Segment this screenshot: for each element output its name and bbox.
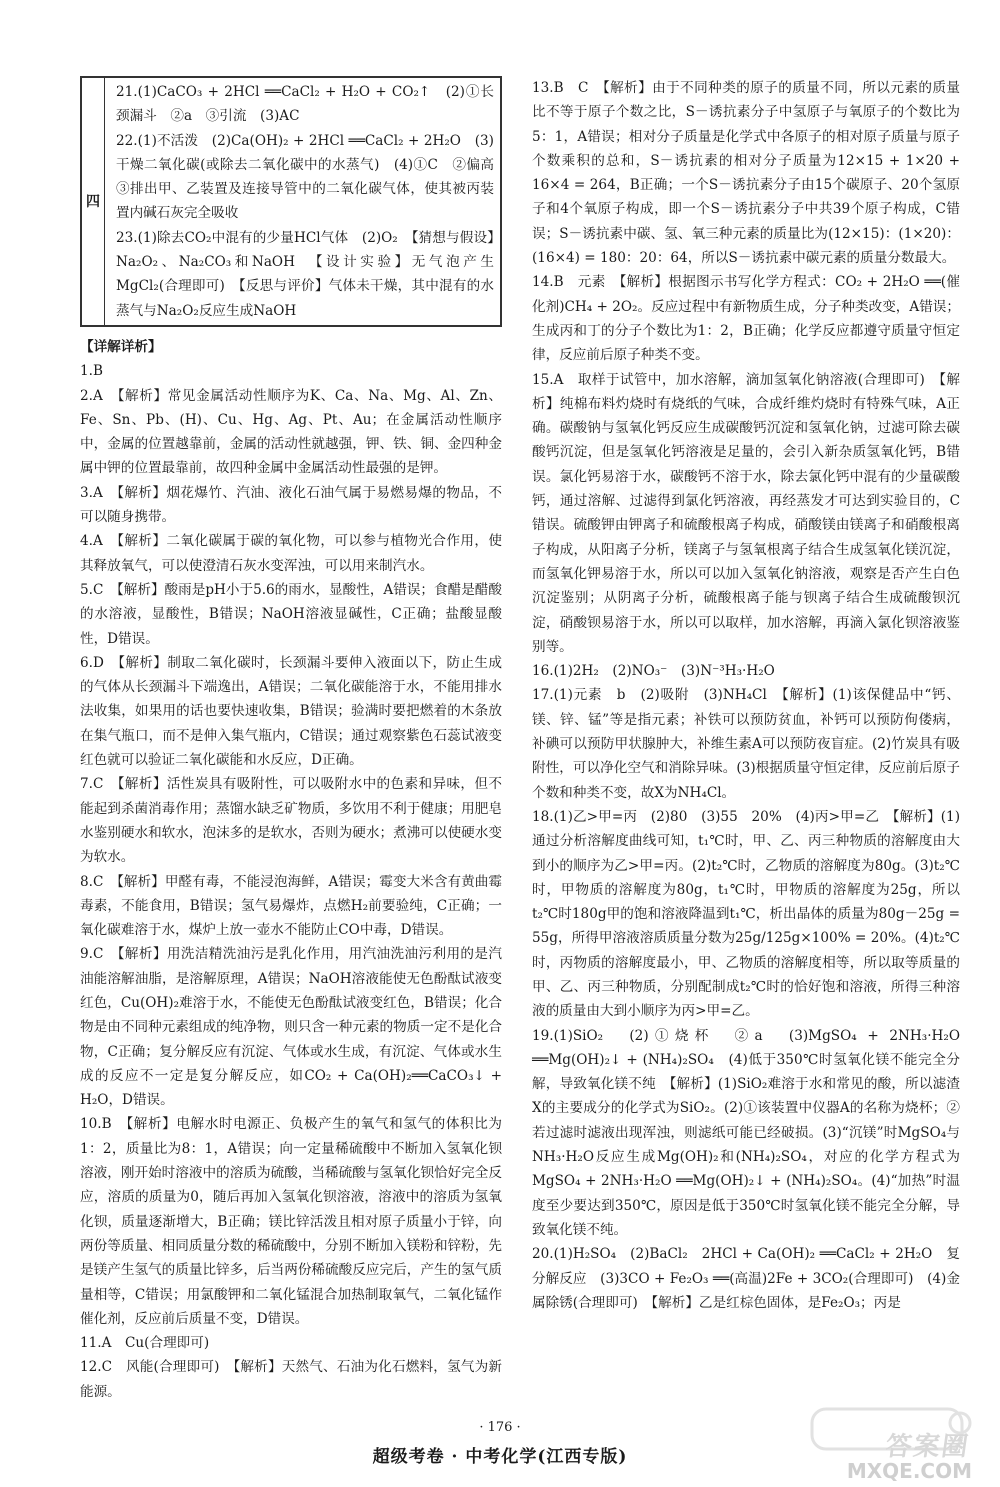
answer-item: 19.(1)SiO₂ (2)①烧杯 ②a (3)MgSO₄ + 2NH₃·H₂O ══Mg(OH)₂↓ + (NH₄)₂SO₄ (4)低于350℃时氢氧化镁不能完全分解，导致氧化镁不纯 【解析】(1)SiO₂难溶于水和常见的酸，所以滤渣X的主要成分的化学式为SiO₂。(2)①该装置中仪器A的名称为烧杯；②若过滤时滤液出现浑浊，则滤纸可能已经破损。(3)“沉镁”时MgSO₄与NH₃·H₂O反应生成Mg(OH)₂和(NH₄)₂SO₄，对应的化学方程式为MgSO₄ + 2NH₃·H₂O ══Mg(OH)₂↓ + (NH₄)₂SO₄。(4)“加热”时温度至少要达到350℃，原因是低于350℃时氢氧化镁不能完全分解，导致氧化镁不纯。 xyxy=(532,1027,960,1238)
answer-item: 13.B C 【解析】由于不同种类的原子的质量不同，所以元素的质量比不等于原子个数之比，S－诱抗素分子中氢原子与氧原子的个数比为5：1，A错误；相对分子质量是化学式中各原子的相对原子质量与原子个数乘积的总和，S－诱抗素的相对分子质量为12×15 + 1×20 + 16×4 = 264，B正确；一个S－诱抗素分子由15个碳原子、20个氢原子和4个氧原子构成，即一个S－诱抗素分子中共39个原子构成，C错误；S－诱抗素中碳、氢、氧三种元素的质量比为(12×15)：(1×20)：(16×4) = 180：20：64，所以S－诱抗素中碳元素的质量分数最大。 xyxy=(532,80,960,267)
answer-item: 18.(1)乙>甲=丙 (2)80 (3)55 20% (4)丙>甲=乙 【解析】(1)通过分析溶解度曲线可知，t₁℃时，甲、乙、丙三种物质的溶解度由大到小的顺序为乙>甲=丙。(2)t₂℃时，乙物质的溶解度为80g。(3)t₂℃时，甲物质的溶解度为80g，t₁℃时，甲物质的溶解度为25g，所以t₂℃时180g甲的饱和溶液降温到t₁℃，析出晶体的质量为80g－25g = 55g，所得甲溶液溶质质量分数为25g/125g×100% = 20%。(4)t₂℃时，丙物质的溶解度最小，甲、乙物质的溶解度相等，所以取等质量的甲、乙、丙三种物质，分别配制成t₂℃时的恰好饱和溶液，所得三种溶液的质量由大到小顺序为丙>甲=乙。 xyxy=(532,808,960,1020)
left-column xyxy=(80,76,508,1404)
answer-line: 23.(1)除去CO₂中混有的少量HCl气体 (2)O₂ 【猜想与假设】Na₂O₂、Na₂CO₃和NaOH 【设计实验】无气泡产生 MgCl₂(合理即可) 【反思与评价】气体未干燥，其中混有的水蒸气与Na₂O₂反应生成NaOH xyxy=(116,229,508,319)
watermark-text: 答案圈 xyxy=(883,1432,972,1462)
answer-item: 4.A 【解析】二氧化碳属于碳的氧化物，可以参与植物光合作用，使其释放氧气，可以使澄清石灰水变浑浊，可以用来制汽水。 xyxy=(80,533,502,574)
answer-line: 21.(1)CaCO₃ + 2HCl ══CaCl₂ + H₂O + CO₂↑ (2)①长颈漏斗 ②a ③引流 (3)AC xyxy=(116,84,494,125)
right-column xyxy=(532,76,960,1315)
answer-item: 1.B xyxy=(80,363,103,380)
answer-box-section-four xyxy=(80,76,508,327)
section-heading: 【详解详析】 xyxy=(80,338,162,355)
answer-item: 3.A 【解析】烟花爆竹、汽油、液化石油气属于易燃易爆的物品，不可以随身携带。 xyxy=(80,484,502,526)
answer-item: 16.(1)2H₂ (2)NO₃⁻ (3)N⁻³H₃·H₂O xyxy=(532,663,775,680)
answer-box-content xyxy=(116,78,508,325)
answer-item: 5.C 【解析】酸雨是pH小于5.6的雨水，显酸性，A错误；食醋是醋酸的水溶液，显酸性，B错误；NaOH溶液显碱性，C正确；盐酸显酸性，D错误。 xyxy=(80,581,502,647)
watermark-domain: MXQE.COM xyxy=(846,1459,972,1483)
answer-item: 6.D 【解析】制取二氧化碳时，长颈漏斗要伸入液面以下，防止生成的气体从长颈漏斗下端逸出，A错误；二氧化碳能溶于水，不能用排水法收集，如果用的话也要快速收集，B错误；验满时要把燃着的木条放在集气瓶口，而不是伸入集气瓶内，C错误；通过观察紫色石蕊试液变红色就可以验证二氧化碳能和水反应，D正确。 xyxy=(80,654,502,769)
answer-line: 22.(1)不活泼 (2)Ca(OH)₂ + 2HCl ══CaCl₂ + 2H₂O (3)干燥二氧化碳(或除去二氧化碳中的水蒸气) (4)①C ②偏高 ③排出甲、乙装置及连接导管中的二氧化碳气体，使其被丙装置内碱石灰完全吸收 xyxy=(116,132,508,222)
answer-item: 9.C 【解析】用洗洁精洗油污是乳化作用，用汽油洗油污利用的是汽油能溶解油脂，是溶解原理，A错误；NaOH溶液能使无色酚酞试液变红色，Cu(OH)₂难溶于水，不能使无色酚酞试液变红色，B错误；化合物是由不同种元素组成的纯净物，则只含一种元素的物质一定不是化合物，C正确；复分解反应有沉淀、气体或水生成，有沉淀、气体或水生成的反应不一定是复分解反应，如CO₂ + Ca(OH)₂══CaCO₃↓ + H₂O，D错误。 xyxy=(80,946,502,1109)
answer-item: 14.B 元素 【解析】根据图示书写化学方程式：CO₂ + 2H₂O ══(催化剂)CH₄ + 2O₂。反应过程中有新物质生成，分子种类改变，A错误；生成丙和丁的分子个数比为1：2，B正确；化学反应都遵守质量守恒定律，反应前后原子种类不变。 xyxy=(532,274,960,364)
answer-item: 12.C 风能(合理即可) 【解析】天然气、石油为化石燃料，氢气为新能源。 xyxy=(80,1359,502,1400)
answer-item: 11.A Cu(合理即可) xyxy=(80,1335,210,1352)
book-title: 超级考卷 · 中考化学(江西专版) xyxy=(372,1447,628,1467)
answer-item: 15.A 取样于试管中，加水溶解，滴加氢氧化钠溶液(合理即可) 【解析】纯棉布料灼烧时有烧纸的气味，合成纤维灼烧时有特殊气味，A正确。碳酸钠与氢氧化钙反应生成碳酸钙沉淀和氢氧化钠，过滤可除去碳酸钙沉淀，但是氢氧化钙溶液是足量的，会引入新杂质氢氧化钙，B错误。氯化钙易溶于水，碳酸钙不溶于水，除去氯化钙中混有的少量碳酸钙，通过溶解、过滤得到氯化钙溶液，再经蒸发才可达到实验目的，C错误。硫酸钾由钾离子和硫酸根离子构成，硝酸镁由镁离子和硝酸根离子构成，从阳离子分析，镁离子与氢氧根离子结合生成氢氧化镁沉淀，而氢氧化钾易溶于水，所以可以加入氢氧化钠溶液，观察是否产生白色沉淀鉴别；从阴离子分析，硫酸根离子能与钡离子结合生成硫酸钡沉淀，硝酸钡易溶于水，所以可以取样，加水溶解，再滴入氯化钡溶液鉴别等。 xyxy=(532,371,960,655)
answer-item: 7.C 【解析】活性炭具有吸附性，可以吸附水中的色素和异味，但不能起到杀菌消毒作用；蒸馏水缺乏矿物质，多饮用不利于健康；用肥皂水鉴别硬水和软水，泡沫多的是软水，否则为硬水；煮沸可以使硬水变为软水。 xyxy=(80,776,502,866)
answer-item: 2.A 【解析】常见金属活动性顺序为K、Ca、Na、Mg、Al、Zn、Fe、Sn、Pb、(H)、Cu、Hg、Ag、Pt、Au；在金属活动性顺序中，金属的位置越靠前，金属的活动性就越强，钾、铁、铜、金四种金属中钾的位置最靠前，故四种金属中金属活动性最强的是钾。 xyxy=(80,387,502,477)
section-tag: 四 xyxy=(82,78,105,325)
page-number: · 176 · xyxy=(479,1420,521,1435)
answer-item: 17.(1)元素 b (2)吸附 (3)NH₄Cl 【解析】(1)该保健品中“钙、镁、锌、锰”等是指元素；补铁可以预防贫血，补钙可以预防佝偻病，补碘可以预防甲状腺肿大，补维生素A可以预防夜盲症。(2)竹炭具有吸附性，可以净化空气和消除异味。(3)根据质量守恒定律，反应前后原子个数和种类不变，故X为NH₄Cl。 xyxy=(532,687,960,801)
answer-item: 10.B 【解析】电解水时电源正、负极产生的氧气和氢气的体积比为1：2，质量比为8：1，A错误；向一定量稀硫酸中不断加入氢氧化钡溶液，刚开始时溶液中的溶质为硫酸，当稀硫酸与氢氧化钡恰好完全反应，溶质的质量为0，随后再加入氢氧化钡溶液，溶液中的溶质为氢氧化钡，质量逐渐增大，B正确；镁比锌活泼且相对原子质量小于锌，向两份等质量、相同质量分数的稀硫酸中，分别不断加入镁粉和锌粉，先是镁产生氢气的质量比锌多，后当两份稀硫酸反应完后，产生的氢气质量相等，C错误；用氯酸钾和二氧化锰混合加热制取氧气，二氧化锰作催化剂，反应前后质量不变，D错误。 xyxy=(80,1116,502,1327)
answer-item: 8.C 【解析】甲醛有毒，不能浸泡海鲜，A错误；霉变大米含有黄曲霉毒素，不能食用，B错误；氢气易爆炸，点燃H₂前要验纯，C正确；一氧化碳难溶于水，煤炉上放一壶水不能防止CO中毒，D错误。 xyxy=(80,873,502,939)
answer-item: 20.(1)H₂SO₄ (2)BaCl₂ 2HCl + Ca(OH)₂ ══CaCl₂ + 2H₂O 复分解反应 (3)3CO + Fe₂O₃ ══(高温)2Fe + 3CO₂(合理即可) (4)金属除锈(合理即可) 【解析】乙是红棕色固体，是Fe₂O₃；丙是 xyxy=(532,1246,960,1311)
